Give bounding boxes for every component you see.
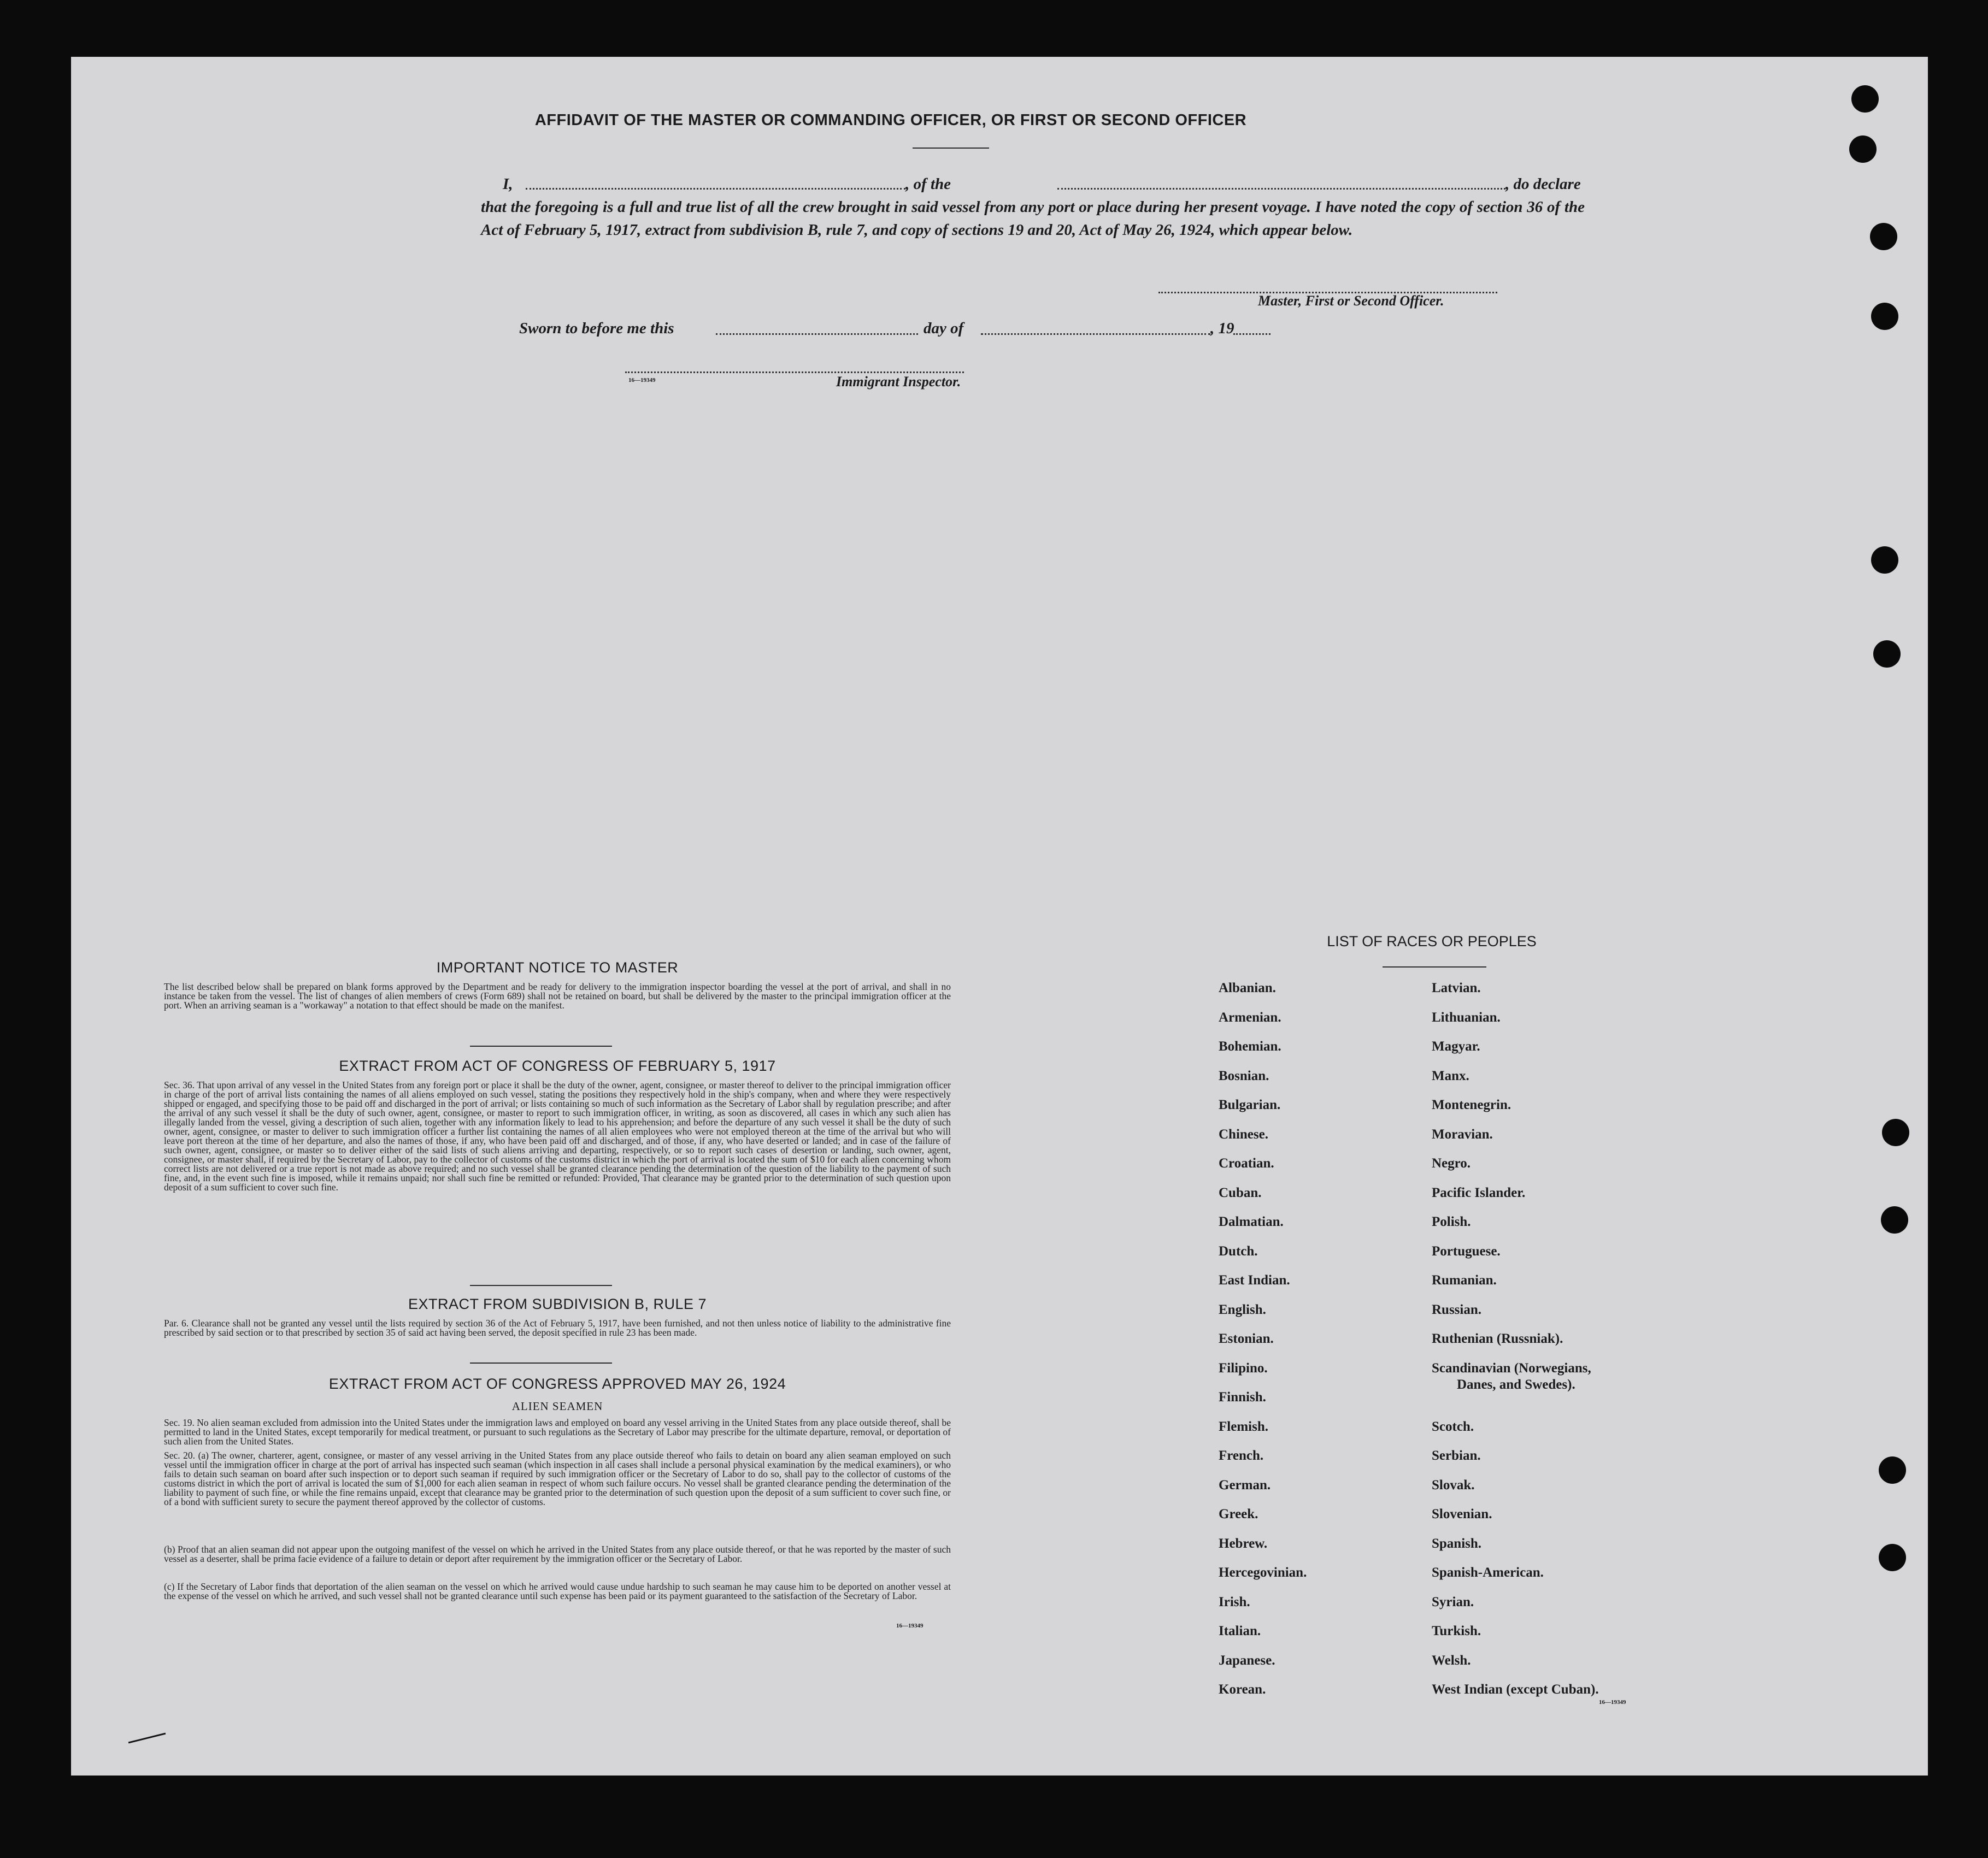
sworn-day-blank[interactable] [716,333,918,335]
race-item: Welsh. [1432,1653,1471,1668]
inspector-blank[interactable] [625,371,964,373]
punch-hole [1871,303,1898,330]
punch-hole [1881,1206,1908,1234]
extract-1924-sec20c: (c) If the Secretary of Labor finds that deportation of the alien seaman on the vessel on which he arrived would cause undue hardship to such seaman he may cause him to be deported on another vessel at the expense of the vessel on which he arrived, and such vessel shall not be granted clearance until such expense has been paid or its payment guaranteed to the satisfaction of the Secretary of Labor. [164,1581,951,1601]
extract-rule7-title: EXTRACT FROM SUBDIVISION B, RULE 7 [408,1296,707,1312]
race-item: Albanian. [1219,981,1276,995]
race-item: Dalmatian. [1219,1214,1284,1229]
race-item: Portuguese. [1432,1243,1501,1259]
race-item: Korean. [1219,1682,1266,1697]
punch-hole [1849,135,1877,163]
race-item: Irish. [1219,1594,1250,1609]
punch-hole [1879,1456,1906,1484]
race-item: Slovak. [1432,1477,1475,1493]
extract-1924-title: EXTRACT FROM ACT OF CONGRESS APPROVED MAY 26, 1924 [328,1376,786,1392]
punch-hole [1851,85,1879,113]
race-item: Lithuanian. [1432,1010,1501,1025]
race-item: Scandinavian (Norwegians, [1432,1360,1591,1376]
affidavit-i: I, [503,175,513,193]
title-rule [913,148,989,149]
extract-1924-subtitle: ALIEN SEAMEN [511,1400,603,1413]
extract-1917-title: EXTRACT FROM ACT OF CONGRESS OF FEBRUARY 5, 1917 [339,1058,776,1074]
year-prefix: , 19 [1210,320,1234,337]
affidavit-form-number: 16—19349 [628,377,656,384]
pencil-mark [128,1733,166,1744]
races-form-number: 16—19349 [1599,1699,1626,1706]
extract-1924-sec20a: Sec. 20. (a) The owner, charterer, agent, consignee, or master of any vessel arriving in the United States from any place outside thereof who fails to detain on board any alien seaman employed on such vessel until the immigration officer in charge at the port of arrival has inspected such seaman (which inspection in all cases shall include a personal physical examination by the medical examiners), or who fails to detain such seaman on board after such inspection or to deport such seaman if required by such immigration officer or the Secretary of Labor to do so, shall pay to the collector of customs of the customs district in which the port of arrival is located the sum of $1,000 for each alien seaman in respect of whom such failure occurs. No vessel shall be granted clearance pending the determination of the liability to payment of such fine, or while the fine remains unpaid, except that clearance may be granted prior to the determination of such question upon the deposit of a sum sufficient to cover such fine, or of a bond with sufficient surety to secure the payment thereof approved by the collector of customs. [164,1450,951,1507]
race-item: English. [1219,1302,1266,1317]
race-item: Pacific Islander. [1432,1185,1526,1200]
race-item: Syrian. [1432,1594,1474,1609]
extract-1924-sec20b: (b) Proof that an alien seaman did not appear upon the outgoing manifest of the vessel on which he arrived in the United States from any place outside thereof, or that he was reported by the master of such vessel as a deserter, shall be prima facie evidence of a failure to detain or deport after requirement by the immigration officer or the Secretary of Labor. [164,1544,951,1564]
affidavit-of-the: , of the [905,175,951,193]
race-item: Ruthenian (Russniak). [1432,1331,1563,1346]
race-item: Serbian. [1432,1448,1481,1463]
race-item: Hercegovinian. [1219,1565,1307,1580]
race-item: West Indian (except Cuban). [1432,1682,1599,1697]
race-item: Cuban. [1219,1185,1262,1200]
punch-hole [1871,546,1898,574]
race-item: Rumanian. [1432,1273,1497,1288]
notice-body: The list described below shall be prepared on blank forms approved by the Department and be ready for delivery to the immigration inspector boarding the vessel at the port of arrival, and shall in no instance be taken from the vessel. The list of changes of alien members of crews (Form 689) shall not be retained on board, but shall be delivered by the master to the principal immigration officer at the port. When an arriving seaman is a "workaway" a notation to that effect should be made on the manifest. [164,981,951,1011]
extract-rule7-rule [470,1362,612,1364]
race-item: Manx. [1432,1068,1469,1083]
race-item: Japanese. [1219,1653,1275,1668]
race-item: Estonian. [1219,1331,1274,1346]
race-item: Hebrew. [1219,1536,1268,1551]
race-item: Moravian. [1432,1126,1493,1142]
extract-1924-form-number: 16—19349 [896,1623,924,1629]
race-item: Russian. [1432,1302,1482,1317]
race-item: Magyar. [1432,1039,1480,1054]
race-item: Bosnian. [1219,1068,1269,1083]
punch-hole [1870,223,1897,250]
race-item: French. [1219,1448,1264,1463]
name-blank[interactable] [526,188,905,190]
race-item: Scotch. [1432,1419,1474,1434]
race-item: Negro. [1432,1156,1471,1171]
race-item: Latvian. [1432,981,1481,995]
race-item: Spanish. [1432,1536,1482,1551]
extract-1917-body: Sec. 36. That upon arrival of any vessel in the United States from any foreign port or place it shall be the duty of the owner, agent, consignee, or master thereof to deliver to the principal immigration officer in charge of the port of arrival lists containing the names of all aliens employed on such vessel, stating the positions they respectively hold in the ship's company, when and where they were respectively shipped or engaged, and specifying those to be paid off and discharged in the port of arrival; or lists containing so much of such information as the Secretary of Labor shall by regulation prescribe; and after the arrival of any such vessel it shall be the duty of such owner, agent, consignee, or master to report to such immigration officer, in writing, as soon as discovered, all cases in which any such alien has illegally landed from the vessel, giving a description of such alien, together with any information likely to lead to his apprehension; and before the departure of any such vessel it shall be the duty of such owner, agent, consignee, or master to deliver to such immigration officer a further list containing the names of all alien employees who were not employed thereon at the time of the arrival but who will leave port thereon at the time of her departure, and also the names of those, if any, who have been paid off and discharged, and of those, if any, who have deserted or landed; and in case of the failure of such owner, agent, consignee, or master so to deliver either of the said lists of such aliens arriving and departing, respectively, or so to report such cases of desertion or landing, such owner, agent, consignee, or master shall, if required by the Secretary of Labor, pay to the collector of customs of the customs district in which the port of arrival is located the sum of $10 for each alien concerning whom correct lists are not delivered or a true report is not made as above required; and no such vessel shall be granted clearance pending the determination of the question of the liability to the payment of such fine, and, in the event such fine is imposed, while it remains unpaid; nor shall such fine be remitted or refunded: Provided, That clearance may be granted prior to the determination of such question upon deposit of a sum sufficient to cover such fine. [164,1080,951,1193]
extract-rule7-body: Par. 6. Clearance shall not be granted any vessel until the lists required by section 36 of the Act of February 5, 1917, have been furnished, and not then unless notice of liability to the administrative fine prescribed by said section or to that prescribed by section 35 of said act having been served, the deposit specified in rule 23 has been made. [164,1318,951,1338]
race-item: Finnish. [1219,1390,1266,1405]
race-item: Flemish. [1219,1419,1268,1434]
race-item: East Indian. [1219,1273,1290,1288]
race-item: Montenegrin. [1432,1098,1511,1112]
document-sheet [71,57,1928,1776]
race-item: Bulgarian. [1219,1098,1281,1112]
signature-label: Master, First or Second Officer. [1258,293,1444,309]
notice-rule [470,1046,612,1047]
race-item: Polish. [1432,1214,1471,1229]
punch-hole [1882,1119,1909,1146]
day-of-text: day of [924,320,964,337]
race-item: Chinese. [1219,1126,1268,1142]
races-rule [1383,966,1486,968]
race-item: Spanish-American. [1432,1565,1544,1580]
race-item: Bohemian. [1219,1039,1281,1054]
affidavit-body: that the foregoing is a full and true list of all the crew brought in said vessel from any port or place during her present voyage. I have noted the copy of section 36 of the Act of February 5, 1917, extract from subdivision B, rule 7, and copy of sections 19 and 20, Act of May 26, 1924, which appear below. [481,198,1585,239]
punch-hole [1873,640,1901,668]
inspector-label: Immigrant Inspector. [836,374,961,390]
year-blank[interactable] [1233,333,1271,335]
race-item: Dutch. [1219,1243,1258,1259]
extract-1924-sec19: Sec. 19. No alien seaman excluded from admission into the United States under the immigration laws and employed on board any vessel arriving in the United States from any place outside thereof, shall be permitted to land in the United States, except temporarily for medical treatment, or pursuant to such regulations as the Secretary of Labor may prescribe for the ultimate departure, removal, or deportation of such alien from the United States. [164,1417,951,1447]
extract-1917-rule [470,1285,612,1286]
punch-hole [1879,1544,1906,1571]
race-item: Slovenian. [1432,1507,1492,1521]
race-item: Turkish. [1432,1624,1481,1638]
sworn-text: Sworn to before me this [519,320,674,337]
race-item: German. [1219,1477,1271,1493]
notice-title: IMPORTANT NOTICE TO MASTER [436,959,679,976]
race-item: Italian. [1219,1624,1261,1638]
race-item: Danes, and Swedes). [1457,1377,1575,1392]
race-item: Filipino. [1219,1360,1268,1376]
races-right-column [1432,980,1599,1711]
vessel-blank[interactable] [1057,188,1505,190]
affidavit-do-declare: , do declare [1505,175,1581,193]
race-item: Croatian. [1219,1156,1274,1171]
races-left-column [1219,980,1307,1711]
affidavit-title: AFFIDAVIT OF THE MASTER OR COMMANDING OFFICER, OR FIRST OR SECOND OFFICER [534,111,1247,129]
race-item: Greek. [1219,1507,1258,1521]
races-title: LIST OF RACES OR PEOPLES [1327,933,1537,949]
sworn-month-blank[interactable] [981,333,1210,335]
race-item: Armenian. [1219,1010,1281,1025]
